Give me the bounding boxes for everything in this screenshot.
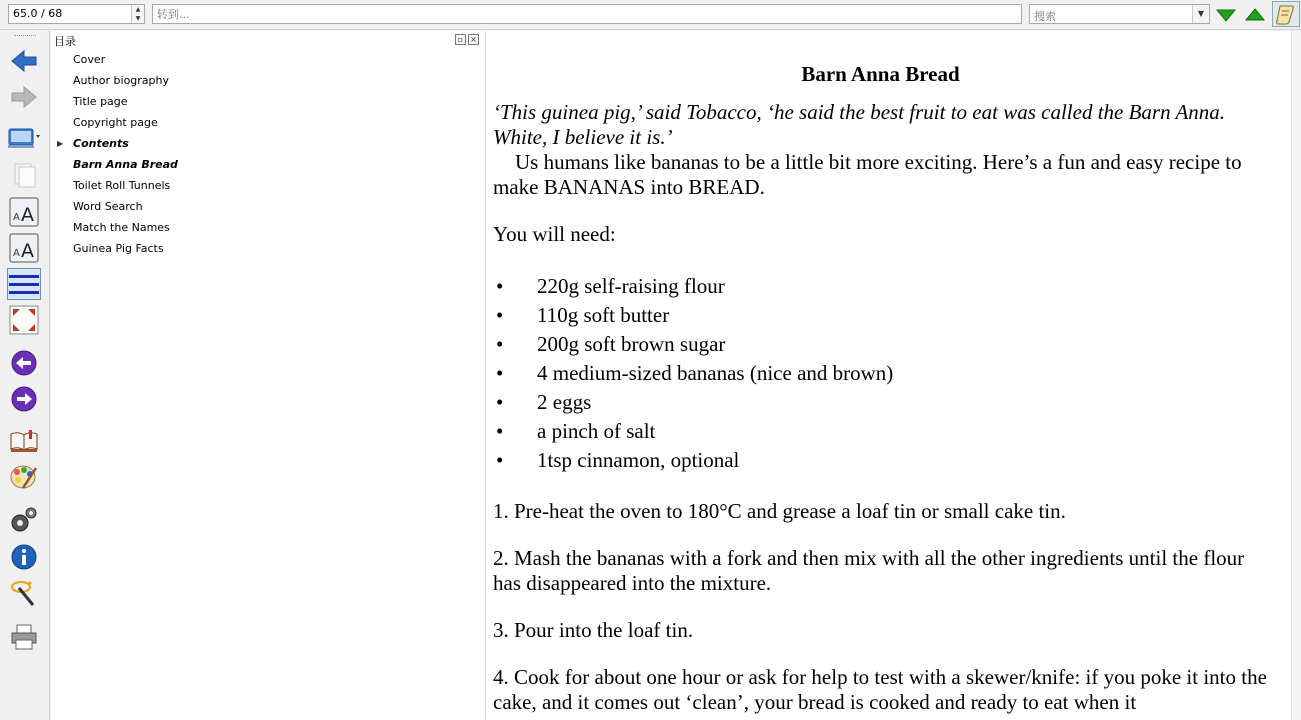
toc-item-contents[interactable]: ▶ Contents [51,133,485,154]
ingredient-item: • 2 eggs [493,388,1268,417]
top-toolbar [0,0,1301,30]
spin-down-icon[interactable]: ▼ [135,15,141,22]
preferences-button[interactable] [7,461,41,493]
quote-paragraph: ‘This guinea pig,’ said Tobacco, ‘he said the best fruit to eat was called the Barn Anna. White, I believe it is.’ [493,100,1226,149]
palette-icon [9,462,39,492]
page-spin-arrows[interactable] [131,5,144,23]
arrow-left-icon [10,48,38,74]
back-button[interactable] [7,45,41,77]
toc-item[interactable]: Guinea Pig Facts [73,242,164,255]
pages-icon [10,161,38,189]
svg-text:A: A [13,248,20,259]
circle-arrow-left-icon [10,349,38,377]
fullscreen-button[interactable] [7,304,41,336]
undock-icon[interactable]: ▫ [455,34,466,45]
toc-header-buttons [455,34,479,45]
step-paragraph: 3. Pour into the loaf tin. [493,618,694,642]
search-combobox[interactable] [1029,4,1210,24]
goto-input[interactable] [152,4,1022,24]
info-icon [10,543,38,571]
toolbar-grip[interactable] [14,35,36,38]
book-content [493,31,1268,715]
settings-button[interactable] [7,504,41,536]
toc-item[interactable]: Toilet Roll Tunnels [73,179,171,192]
about-button[interactable] [7,541,41,573]
font-smaller-icon [9,233,39,263]
ingredient-item: • a pinch of salt [493,417,1268,446]
svg-text:A: A [21,204,34,226]
find-next-button[interactable] [1214,3,1238,27]
toc-item[interactable]: Author biography [73,74,170,87]
print-button[interactable] [7,621,41,653]
svg-text:A: A [13,212,20,223]
step-paragraph: 2. Mash the bananas with a fork and then mix with all the other ingredients until the flour has disappeared into the mixture. [493,546,1245,595]
magic-wand-icon [9,578,39,608]
highlight-toggle-button[interactable] [1272,1,1300,27]
ingredient-item: • 1tsp cinnamon, optional [493,446,1268,475]
expand-arrow-icon[interactable]: ▶ [57,139,64,148]
help-button[interactable] [7,577,41,609]
toc-item-current[interactable]: Barn Anna Bread [73,158,178,171]
next-page-button[interactable] [7,383,41,415]
close-icon[interactable]: × [468,34,479,45]
scroll-paper-icon [1275,3,1297,25]
toc-item[interactable]: Cover [73,53,106,66]
toc-item[interactable]: Word Search [73,200,143,213]
search-input[interactable] [1030,8,1190,26]
you-will-need-heading: You will need: [493,222,616,246]
monitor-icon [7,123,41,151]
font-size-decrease-button[interactable] [7,232,41,264]
toc-item[interactable]: Title page [73,95,128,108]
step-paragraph: 1. Pre-heat the oven to 180°C and grease a loaf tin or small cake tin. [493,499,1066,523]
fullscreen-icon [9,305,39,335]
toc-list [51,49,485,259]
library-button[interactable] [7,121,41,153]
reading-pane[interactable] [486,31,1291,720]
printer-icon [9,623,39,651]
bookmarks-button[interactable] [7,425,41,457]
forward-button[interactable] [7,81,41,113]
arrow-down-green-icon [1215,6,1237,24]
chapter-title: Barn Anna Bread [801,62,960,86]
toc-item[interactable]: Match the Names [73,221,170,234]
ingredient-list [493,272,1268,475]
arrow-right-icon [10,84,38,110]
gears-icon [9,505,39,535]
ingredient-item: • 4 medium-sized bananas (nice and brown) [493,359,1268,388]
font-larger-icon [9,197,39,227]
open-book-icon [9,428,39,454]
spin-up-icon[interactable]: ▲ [135,6,141,13]
circle-arrow-right-icon [10,385,38,413]
ingredient-item: • 200g soft brown sugar [493,330,1268,359]
toc-header: 目录 [54,35,76,48]
find-previous-button[interactable] [1243,3,1267,27]
table-of-contents-button[interactable] [7,268,41,300]
svg-text:A: A [21,240,34,262]
ingredient-item: • 110g soft butter [493,301,1268,330]
search-dropdown-icon[interactable]: ▼ [1192,5,1209,23]
arrow-up-green-icon [1244,6,1266,24]
left-toolbar [0,31,50,720]
ingredient-item: • 220g self-raising flour [493,272,1268,301]
step-paragraph: 4. Cook for about one hour or ask for help to test with a skewer/knife: if you poke it into the cake, and it comes out ‘clean’, your bread is cooked and ready to eat when it [493,665,1267,714]
vertical-scrollbar[interactable] [1291,31,1301,720]
page-indicator: 65.0 / 68 [13,7,63,20]
previous-page-button[interactable] [7,347,41,379]
page-spinbox[interactable] [8,4,145,24]
toc-lines-icon [7,268,41,300]
toc-panel [51,31,486,720]
intro-paragraph: Us humans like bananas to be a little bit more exciting. Here’s a fun and easy recipe to make BANANAS into BREAD. [493,150,1242,199]
toc-item[interactable]: Copyright page [73,116,158,129]
font-size-increase-button[interactable] [7,196,41,228]
copy-button[interactable] [7,159,41,191]
